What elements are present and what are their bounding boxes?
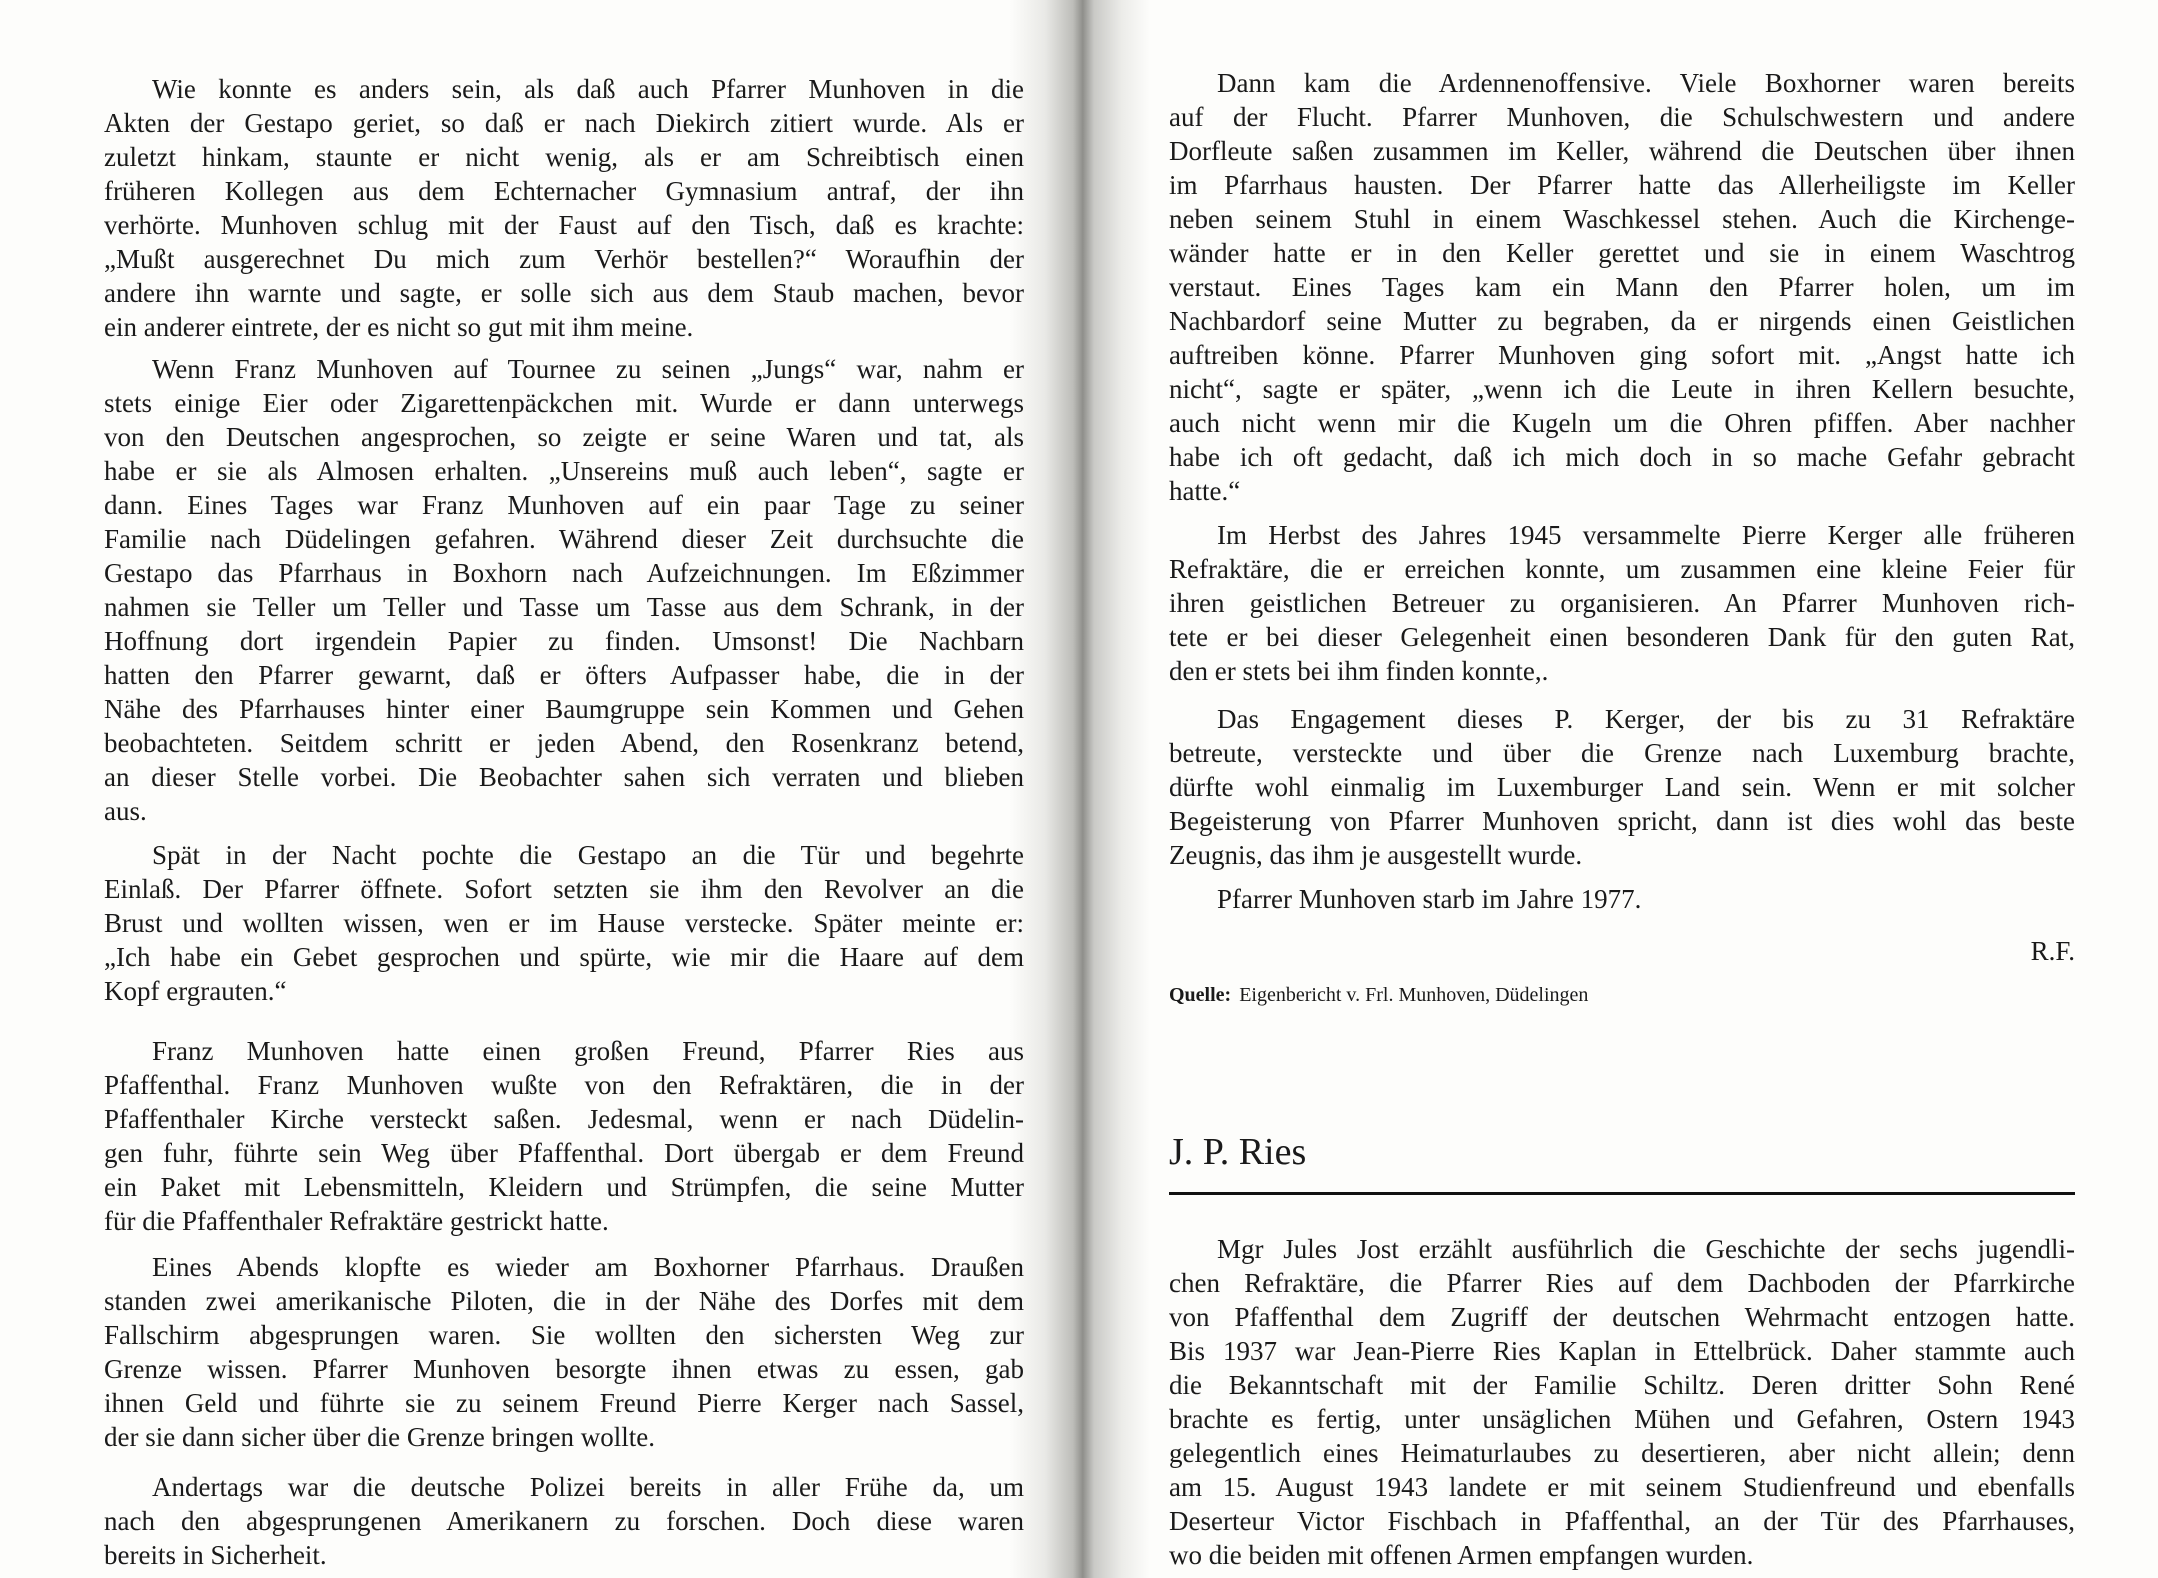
- text-line: Dann kam die Ardennenoffensive. Viele Boxhorner waren bereits: [1217, 68, 2075, 98]
- text-line: Im Herbst des Jahres 1945 versammelte Pierre Kerger alle früheren: [1217, 520, 2075, 550]
- text-line: Einlaß. Der Pfarrer öffnete. Sofort setzten sie ihm den Revolver an die: [104, 874, 1024, 904]
- text-line: Refraktäre, die er erreichen konnte, um zusammen eine kleine Feier für: [1169, 554, 2075, 584]
- text-line: Wie konnte es anders sein, als daß auch Pfarrer Munhoven in die: [152, 74, 1024, 104]
- text-line: Fallschirm abgesprungen waren. Sie wollten den sichersten Weg zur: [104, 1320, 1024, 1350]
- text-line: Pfaffenthaler Kirche versteckt saßen. Jedesmal, wenn er nach Düdelin-: [104, 1104, 1024, 1134]
- text-line: habe ich oft gedacht, daß ich mich doch in so mache Gefahr gebracht: [1169, 442, 2075, 472]
- text-line: Pfaffenthal. Franz Munhoven wußte von den Refraktären, die in der: [104, 1070, 1024, 1100]
- text-line: die Bekanntschaft mit der Familie Schiltz. Deren dritter Sohn René: [1169, 1370, 2075, 1400]
- text-line: Pfarrer Munhoven starb im Jahre 1977.: [1217, 884, 1642, 914]
- text-line: brachte es fertig, unter unsäglichen Mühen und Gefahren, Ostern 1943: [1169, 1404, 2075, 1434]
- text-line: früheren Kollegen aus dem Echternacher Gymnasium antraf, der ihn: [104, 176, 1024, 206]
- text-line: von Pfaffenthal dem Zugriff der deutschen Wehrmacht entzogen hatte.: [1169, 1302, 2075, 1332]
- author-signature: R.F.: [2030, 936, 2075, 966]
- text-line: chen Refraktäre, die Pfarrer Ries auf dem Dachboden der Pfarrkirche: [1169, 1268, 2075, 1298]
- text-line: bereits in Sicherheit.: [104, 1540, 327, 1570]
- text-line: Dorfleute saßen zusammen im Keller, während die Deutschen über ihnen: [1169, 136, 2075, 166]
- source-note: [1169, 984, 1588, 1007]
- text-line: ihnen Geld und führte sie zu seinem Freund Pierre Kerger nach Sassel,: [104, 1388, 1024, 1418]
- paragraph: [104, 838, 1024, 1008]
- paragraph: [1169, 1232, 2075, 1572]
- text-line: Andertags war die deutsche Polizei bereits in aller Frühe da, um: [152, 1472, 1024, 1502]
- text-line: auftreiben könne. Pfarrer Munhoven ging sofort mit. „Angst hatte ich: [1169, 340, 2075, 370]
- text-line: betreute, versteckte und über die Grenze nach Luxemburg brachte,: [1169, 738, 2075, 768]
- text-line: „Ich habe ein Gebet gesprochen und spürte, wie mir die Haare auf dem: [104, 942, 1024, 972]
- text-line: Familie nach Düdelingen gefahren. Während dieser Zeit durchsuchte die: [104, 524, 1024, 554]
- text-line: Akten der Gestapo geriet, so daß er nach Diekirch zitiert wurde. Als er: [104, 108, 1024, 138]
- text-line: Nachbardorf seine Mutter zu begraben, da er nirgends einen Geistlichen: [1169, 306, 2075, 336]
- paragraph: [104, 1470, 1024, 1572]
- right-page: [1169, 0, 2075, 1578]
- text-line: zuletzt hinkam, staunte er nicht wenig, als er am Schreibtisch einen: [104, 142, 1024, 172]
- text-line: am 15. August 1943 landete er mit seinem Studienfreund und ebenfalls: [1169, 1472, 2075, 1502]
- paragraph: [104, 1250, 1024, 1454]
- text-line: beobachteten. Seitdem schritt er jeden Abend, den Rosenkranz betend,: [104, 728, 1024, 758]
- text-line: Gestapo das Pfarrhaus in Boxhorn nach Aufzeichnungen. Im Eßzimmer: [104, 558, 1024, 588]
- text-line: stets einige Eier oder Zigarettenpäckchen mit. Wurde er dann unterwegs: [104, 388, 1024, 418]
- source-text: Eigenbericht v. Frl. Munhoven, Düdelingen: [1239, 984, 1589, 1006]
- paragraph: [104, 1034, 1024, 1238]
- text-line: verstaut. Eines Tages kam ein Mann den Pfarrer holen, um im: [1169, 272, 2075, 302]
- text-line: auf der Flucht. Pfarrer Munhoven, die Schulschwestern und andere: [1169, 102, 2075, 132]
- paragraph: [1169, 518, 2075, 688]
- text-line: hatte.“: [1169, 476, 1241, 506]
- text-line: nicht“, sagte er später, „wenn ich die Leute in ihren Kellern besuchte,: [1169, 374, 2075, 404]
- text-line: Nähe des Pfarrhauses hinter einer Baumgruppe sein Kommen und Gehen: [104, 694, 1024, 724]
- text-line: habe er sie als Almosen erhalten. „Unsereins muß auch leben“, sagte er: [104, 456, 1024, 486]
- text-line: gen fuhr, führte sein Weg über Pfaffenthal. Dort übergab er dem Freund: [104, 1138, 1024, 1168]
- text-line: wo die beiden mit offenen Armen empfangen wurden.: [1169, 1540, 1754, 1570]
- text-line: den er stets bei ihm finden konnte,.: [1169, 656, 1549, 686]
- text-line: an dieser Stelle vorbei. Die Beobachter sahen sich verraten und blieben: [104, 762, 1024, 792]
- text-line: für die Pfaffenthaler Refraktäre gestrickt hatte.: [104, 1206, 609, 1236]
- text-line: Kopf ergrauten.“: [104, 976, 287, 1006]
- text-line: dürfte wohl einmalig im Luxemburger Land sein. Wenn er mit solcher: [1169, 772, 2075, 802]
- text-line: aus.: [104, 796, 147, 826]
- text-line: neben seinem Stuhl in einem Waschkessel stehen. Auch die Kirchenge-: [1169, 204, 2075, 234]
- text-line: Brust und wollten wissen, wen er im Hause verstecke. Später meinte er:: [104, 908, 1024, 938]
- text-line: Zeugnis, das ihm je ausgestellt wurde.: [1169, 840, 1583, 870]
- text-line: Eines Abends klopfte es wieder am Boxhorner Pfarrhaus. Draußen: [152, 1252, 1024, 1282]
- section-heading: J. P. Ries: [1169, 1131, 1307, 1173]
- text-line: verhörte. Munhoven schlug mit der Faust auf den Tisch, daß es krachte:: [104, 210, 1024, 240]
- paragraph: [104, 352, 1024, 828]
- text-line: Mgr Jules Jost erzählt ausführlich die Geschichte der sechs jugendli-: [1217, 1234, 2075, 1264]
- text-line: hatten den Pfarrer gewarnt, daß er öfters Aufpasser habe, die in der: [104, 660, 1024, 690]
- text-line: der sie dann sicher über die Grenze bringen wollte.: [104, 1422, 656, 1452]
- paragraph: [1169, 702, 2075, 872]
- paragraph: [1169, 66, 2075, 508]
- text-line: Grenze wissen. Pfarrer Munhoven besorgte ihnen etwas zu essen, gab: [104, 1354, 1024, 1384]
- text-line: wänder hatte er in den Keller gerettet und sie in einem Waschtrog: [1169, 238, 2075, 268]
- text-line: dann. Eines Tages war Franz Munhoven auf ein paar Tage zu seiner: [104, 490, 1024, 520]
- text-line: Franz Munhoven hatte einen großen Freund, Pfarrer Ries aus: [152, 1036, 1024, 1066]
- paragraph: [104, 72, 1024, 344]
- text-line: Hoffnung dort irgendein Papier zu finden. Umsonst! Die Nachbarn: [104, 626, 1024, 656]
- text-line: nach den abgesprungenen Amerikanern zu forschen. Doch diese waren: [104, 1506, 1024, 1536]
- text-line: Deserteur Victor Fischbach in Pfaffenthal, an der Tür des Pfarrhauses,: [1169, 1506, 2075, 1536]
- left-page: [104, 0, 1024, 1578]
- text-line: Das Engagement dieses P. Kerger, der bis zu 31 Refraktäre: [1217, 704, 2075, 734]
- text-line: tete er bei dieser Gelegenheit einen besonderen Dank für den guten Rat,: [1169, 622, 2075, 652]
- paragraph: [1169, 882, 2075, 916]
- text-line: standen zwei amerikanische Piloten, die in der Nähe des Dorfes mit dem: [104, 1286, 1024, 1316]
- text-line: im Pfarrhaus hausten. Der Pfarrer hatte das Allerheiligste im Keller: [1169, 170, 2075, 200]
- text-line: nahmen sie Teller um Teller und Tasse um Tasse aus dem Schrank, in der: [104, 592, 1024, 622]
- text-line: gelegentlich eines Heimaturlaubes zu desertieren, aber nicht allein; denn: [1169, 1438, 2075, 1468]
- text-line: ein Paket mit Lebensmitteln, Kleidern und Strümpfen, die seine Mutter: [104, 1172, 1024, 1202]
- text-line: ihren geistlichen Betreuer zu organisieren. An Pfarrer Munhoven rich-: [1169, 588, 2075, 618]
- text-line: Wenn Franz Munhoven auf Tournee zu seinen „Jungs“ war, nahm er: [152, 354, 1024, 384]
- text-line: Begeisterung von Pfarrer Munhoven spricht, dann ist dies wohl das beste: [1169, 806, 2075, 836]
- text-line: ein anderer eintrete, der es nicht so gut mit ihm meine.: [104, 312, 694, 342]
- text-line: andere ihn warnte und sagte, er solle sich aus dem Staub machen, bevor: [104, 278, 1024, 308]
- book-gutter: [1010, 0, 1150, 1578]
- text-line: „Mußt ausgerechnet Du mich zum Verhör bestellen?“ Woraufhin der: [104, 244, 1024, 274]
- text-line: von den Deutschen angesprochen, so zeigte er seine Waren und tat, als: [104, 422, 1024, 452]
- source-label: Quelle:: [1169, 984, 1232, 1006]
- text-line: Spät in der Nacht pochte die Gestapo an die Tür und begehrte: [152, 840, 1024, 870]
- heading-rule: [1169, 1192, 2075, 1195]
- text-line: auch nicht wenn mir die Kugeln um die Ohren pfiffen. Aber nachher: [1169, 408, 2075, 438]
- text-line: Bis 1937 war Jean-Pierre Ries Kaplan in Ettelbrück. Daher stammte auch: [1169, 1336, 2075, 1366]
